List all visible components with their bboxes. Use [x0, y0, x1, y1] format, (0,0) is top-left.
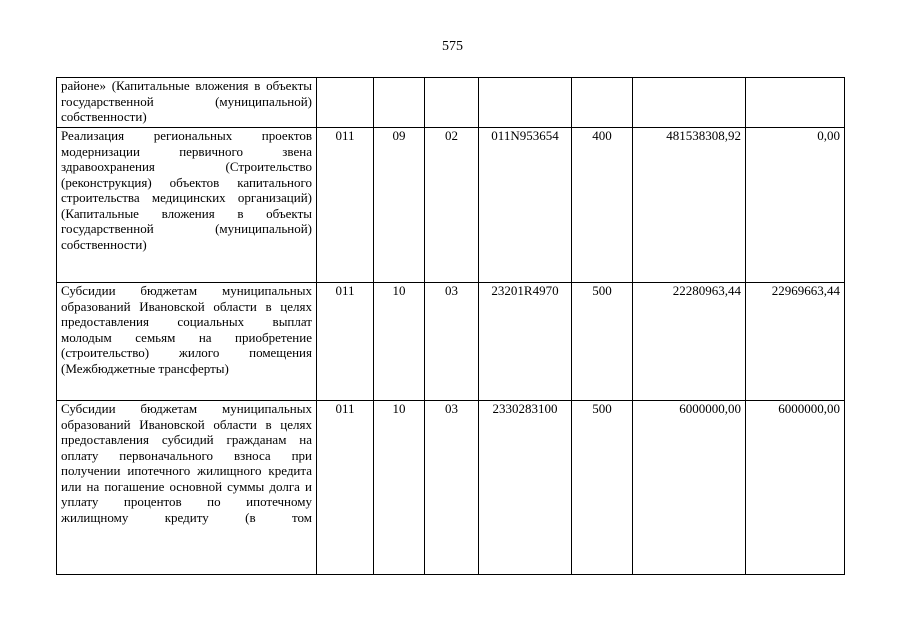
amount-second-year: 6000000,00: [746, 401, 845, 575]
subsection-code: 02: [425, 128, 479, 283]
expense-type-code: [572, 78, 633, 128]
table-row: [57, 401, 845, 575]
ministry-code: 011: [317, 401, 374, 575]
table-row: [57, 128, 845, 283]
table-row: [57, 78, 845, 128]
table-row: [57, 283, 845, 401]
target-article-code: 2330283100: [479, 401, 572, 575]
amount-first-year: 481538308,92: [633, 128, 746, 283]
target-article-code: [479, 78, 572, 128]
row-description: Субсидии бюджетам муниципальных образований Ивановской области в целях предоставления социальных выплат молодым семьям на приобретение (строительство) жилого помещения (Межбюджетные трансферты): [57, 283, 317, 401]
section-code: 09: [374, 128, 425, 283]
target-article-code: 011N953654: [479, 128, 572, 283]
ministry-code: [317, 78, 374, 128]
amount-second-year: 22969663,44: [746, 283, 845, 401]
row-description: Реализация региональных проектов модернизации первичного звена здравоохранения (Строительство (реконструкция) объектов капитального строительства медицинских организаций) (Капитальные вложения в объекты государственной (муниципальной) собственности): [57, 128, 317, 283]
expense-type-code: 500: [572, 283, 633, 401]
amount-first-year: 6000000,00: [633, 401, 746, 575]
subsection-code: 03: [425, 401, 479, 575]
row-description: районе» (Капитальные вложения в объекты государственной (муниципальной) собственности): [57, 78, 317, 128]
ministry-code: 011: [317, 283, 374, 401]
amount-second-year: [746, 78, 845, 128]
section-code: 10: [374, 283, 425, 401]
target-article-code: 23201R4970: [479, 283, 572, 401]
section-code: 10: [374, 401, 425, 575]
subsection-code: 03: [425, 283, 479, 401]
subsection-code: [425, 78, 479, 128]
expense-type-code: 500: [572, 401, 633, 575]
page-number: 575: [442, 39, 463, 54]
amount-second-year: 0,00: [746, 128, 845, 283]
expense-type-code: 400: [572, 128, 633, 283]
budget-table: [56, 77, 845, 575]
amount-first-year: 22280963,44: [633, 283, 746, 401]
section-code: [374, 78, 425, 128]
amount-first-year: [633, 78, 746, 128]
ministry-code: 011: [317, 128, 374, 283]
row-description: Субсидии бюджетам муниципальных образований Ивановской области в целях предоставления субсидий гражданам на оплату первоначального взноса при получении ипотечного жилищного кредита или на погашение основной суммы долга и уплату процентов по ипотечному жилищному кредиту (в том: [57, 401, 317, 575]
